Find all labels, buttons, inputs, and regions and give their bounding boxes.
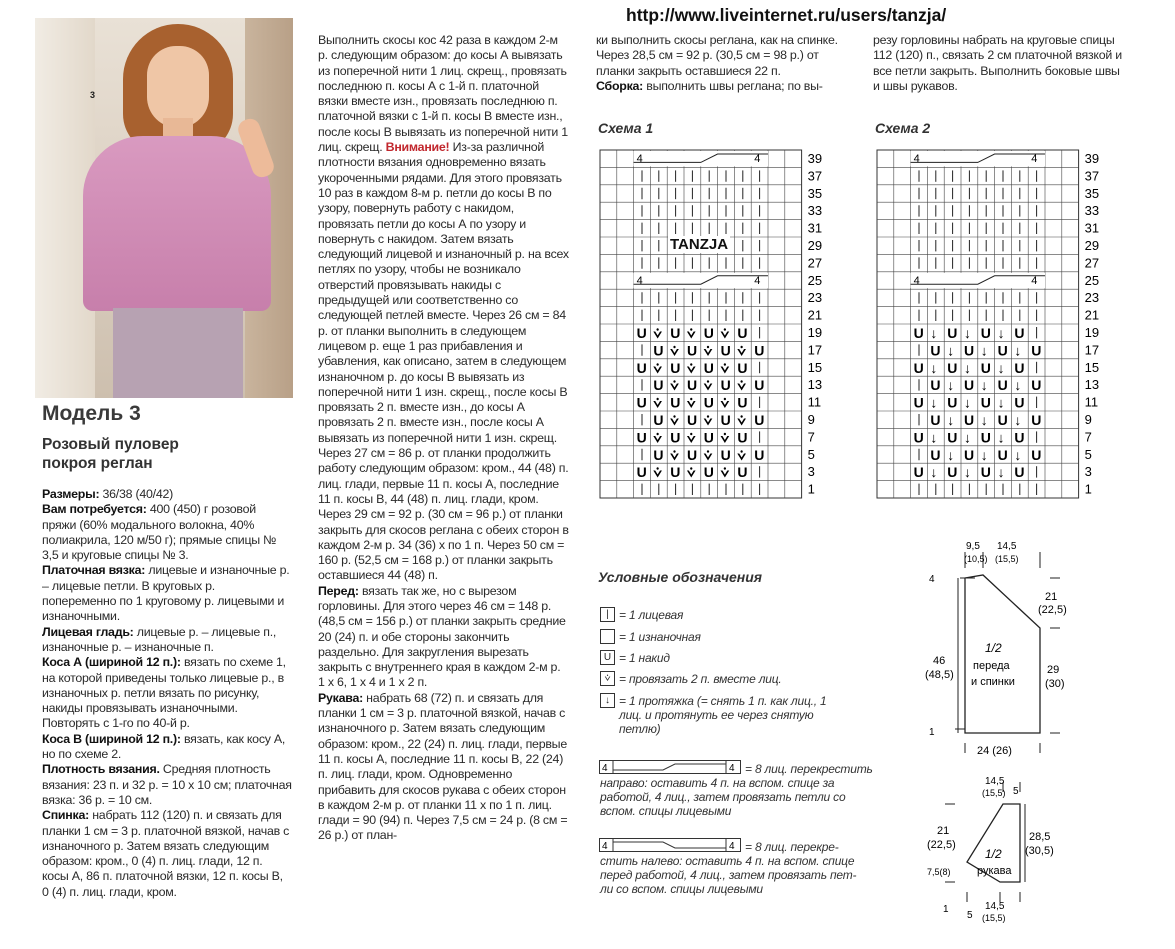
svg-text:U: U: [754, 377, 765, 394]
svg-text:U: U: [947, 394, 958, 411]
body-schematic: [925, 538, 1075, 763]
svg-text:⩒: ⩒: [720, 325, 730, 341]
svg-text:U: U: [980, 325, 991, 341]
svg-text:U: U: [720, 412, 731, 428]
column-1-text: Размеры: 36/38 (40/42) Вам потребуется: 400 (450) г розовой пряжи (60% модального волокна, 40% полиакрила, 120 м/50 г); прямые спицы № 3,5 и круговые спицы № 3. Платочная вязка: лицевые и изнаночные р. – лицевые петли. В круговых р. попеременно по 1 круговому р. лицевыми и изнаночными. Лицевая гладь: лицевые р. – лицевые п., изнаночные р. – изнаночные п. Коса А (шириной 12 п.): вязать по схеме 1, на которой приведены только лицевые р., в изнаночных р. петли вязать по рисунку, накиды провязывать изнаночными. Повторять с 1-го по 40-й р. Коса В (шириной 12 п.): вязать, как косу А, но по схеме 2. Плотность вязания. Средняя плотность вязания: 23 п. и 32 р. = 10 х 10 см; платочная вязка: 36 р. = 10 см. Спинка: набрать 112 (120) п. и связать для планки 1 см = 3 р. платочной вязкой, начав с изнаночного р. Затем вязать следующим образом: кром., 0 (4) п. лиц. глади, 12 п. косы А, 86 п. платочной вязки, 12 п. косы В, 0 (4) п. лиц. глади, кром.: [42, 487, 292, 899]
svg-text:(22,5): (22,5): [927, 839, 956, 851]
svg-text:4: 4: [913, 153, 920, 165]
yarn-over-symbol-icon: U: [600, 650, 615, 665]
svg-text:U: U: [636, 359, 647, 376]
svg-text:⩒: ⩒: [670, 377, 679, 394]
model-title: Модель 3: [42, 402, 141, 425]
legend-yarn-over: = 1 накид: [619, 651, 670, 665]
svg-text:↓: ↓: [930, 464, 938, 481]
svg-text:⩒: ⩒: [653, 464, 662, 481]
svg-text:U: U: [930, 342, 941, 359]
svg-text:U: U: [913, 359, 924, 376]
svg-text:U: U: [653, 377, 664, 394]
svg-text:⩒: ⩒: [737, 342, 746, 359]
svg-text:↓: ↓: [947, 377, 955, 394]
svg-text:(15,5): (15,5): [982, 788, 1006, 798]
svg-text:U: U: [980, 394, 991, 411]
svg-text:↓: ↓: [997, 429, 1005, 446]
legend-k2tog: = провязать 2 п. вместе лиц.: [619, 672, 782, 686]
svg-text:(48,5): (48,5): [925, 669, 954, 681]
svg-text:4: 4: [602, 841, 608, 852]
svg-text:U: U: [687, 342, 698, 359]
svg-text:U: U: [754, 446, 765, 463]
knit-symbol-icon: |: [600, 607, 615, 622]
svg-text:⩒: ⩒: [703, 446, 713, 463]
svg-text:33: 33: [1084, 203, 1100, 219]
svg-text:↓: ↓: [947, 342, 955, 359]
svg-text:U: U: [737, 359, 748, 376]
svg-text:4: 4: [754, 274, 761, 287]
svg-text:U: U: [720, 446, 731, 463]
svg-text:4: 4: [636, 153, 643, 165]
svg-text:U: U: [913, 394, 924, 411]
svg-text:↓: ↓: [947, 412, 955, 428]
svg-text:29: 29: [807, 238, 823, 253]
svg-text:↓: ↓: [930, 394, 938, 411]
svg-text:21: 21: [807, 307, 823, 323]
svg-text:21: 21: [937, 825, 950, 837]
svg-text:46: 46: [933, 655, 946, 667]
svg-text:↓: ↓: [947, 446, 955, 463]
svg-text:U: U: [1014, 429, 1025, 446]
svg-text:⩒: ⩒: [687, 325, 696, 341]
svg-text:U: U: [653, 412, 664, 428]
svg-text:↓: ↓: [964, 464, 971, 481]
svg-text:29: 29: [1084, 238, 1100, 253]
svg-text:14,5: 14,5: [985, 776, 1005, 787]
svg-text:17: 17: [807, 342, 823, 358]
legend-title: Условные обозначения: [598, 569, 763, 585]
svg-text:1: 1: [807, 481, 815, 497]
svg-text:U: U: [754, 342, 765, 359]
svg-text:U: U: [687, 412, 698, 428]
svg-text:U: U: [930, 377, 941, 394]
svg-text:U: U: [653, 342, 664, 359]
svg-text:⩒: ⩒: [670, 412, 679, 428]
svg-text:U: U: [720, 377, 731, 394]
svg-text:U: U: [997, 342, 1008, 359]
svg-text:⩒: ⩒: [670, 446, 679, 463]
svg-text:(15,5): (15,5): [995, 554, 1019, 564]
svg-text:5: 5: [1084, 446, 1092, 462]
svg-text:⩒: ⩒: [703, 342, 713, 359]
svg-text:U: U: [737, 464, 748, 481]
svg-text:33: 33: [807, 203, 823, 219]
svg-text:U: U: [720, 342, 731, 359]
svg-text:⩒: ⩒: [720, 429, 730, 446]
svg-text:U: U: [687, 446, 698, 463]
svg-text:4: 4: [729, 841, 735, 852]
svg-text:↓: ↓: [997, 359, 1005, 376]
svg-text:28,5: 28,5: [1029, 831, 1051, 843]
svg-text:U: U: [1014, 464, 1025, 481]
svg-text:⩒: ⩒: [737, 412, 746, 428]
svg-text:⩒: ⩒: [653, 429, 662, 446]
svg-text:31: 31: [1084, 220, 1100, 236]
svg-text:↓: ↓: [997, 464, 1005, 481]
svg-text:U: U: [703, 464, 714, 481]
svg-text:1: 1: [929, 727, 935, 738]
svg-text:⩒: ⩒: [670, 342, 679, 359]
svg-text:U: U: [997, 412, 1008, 428]
svg-text:7: 7: [1084, 429, 1092, 445]
svg-text:(10,5): (10,5): [964, 554, 988, 564]
svg-text:U: U: [636, 394, 647, 411]
svg-text:4: 4: [636, 274, 643, 287]
svg-text:U: U: [737, 325, 748, 341]
svg-text:↓: ↓: [930, 359, 938, 376]
svg-text:U: U: [980, 464, 991, 481]
column-2-text: Выполнить скосы кос 42 раза в каждом 2-м р. следующим образом: до косы А вывязать из поперечной нити 1 лиц. скрещ., провязать последнюю п. косы А с 1-й п. платочной вязки вместе изн., провязать последнюю п. платочной вязки с 1-й п. косы В вместе изн., после косы В вывязать из поперечной нити 1 лиц. скрещ. Внимание! Из-за различной плотности вязания одновременно вязать укороченными рядами. Для этого провязать 10 раз в каждом 8-м р. петли до косы В по узору, повернуть работу с накидом, провязать петли до косы А по узору и повернуть с накидом. Затем вязать следующий лицевой и изнаночный р. на всех петлях по узору, чтобы не возникало отверстий провязывать накиды с предыдущей или соответственно со следующей петлей вместе. Через 26 см = 84 р. от планки выполнить в следующем лицевом р. еще 1 раз прибавления и убавления, как описано, затем в следующем изнаночном р. до косы В вывязать из поперечной нити 1 изн. скрещ., после косы В провязать 2 п. вместе изн., до косы А провязать 2 п. вместе изн., после косы А вывязать из поперечной нити 1 изн. скрещ. Через 27 см = 86 р. от планки продолжить работу следующим образом: кром., 44 (48) п. лиц. глади, первые 11 п. косы А, последние 11 п. косы В, 44 (48) п. лиц. глади, кром. Через 29 см = 92 р. (30 см = 96 р.) от планки закрыть для скосов реглана с обеих сторон в каждом 2-м р. 34 (36) х по 1 п. Через 50 см = 160 р. (52,5 см = 168 р.) от планки закрыть оставшиеся 44 (48) п. Перед: вязать так же, но с вырезом горловины. Для этого через 46 см = 148 р. (48,5 см = 156 р.) от планки закрыть средние 20 (24) п. и обе стороны закончить раздельно. Для закругления вырезать закрыть с внутреннего края в каждом 2-м р. 1 х 6, 1 х 4 и 1 х 2 п. Рукава: набрать 68 (72) п. и связать для планки 1 см = 3 р. платочной вязкой, начав с изнаночного р. Затем вязать следующим образом: кром., 22 (24) п. лиц. глади, первые 11 п. косы А, последние 11 п. косы В, 22 (24) п. лиц. глади, кром. Одновременно прибавить для скосов рукава с обеих сторон в каждом 2-м р. от планки 11 х по 1 п. лиц. глади = 90 (94) п. Через 7,5 см = 24 р. (8 см = 26 р.) от план-: [318, 33, 569, 843]
svg-text:⩒: ⩒: [653, 325, 662, 341]
svg-text:23: 23: [807, 290, 823, 306]
svg-text:↓: ↓: [997, 325, 1005, 341]
svg-text:U: U: [1031, 412, 1042, 428]
svg-text:и спинки: и спинки: [971, 676, 1015, 688]
svg-text:24 (26): 24 (26): [977, 745, 1012, 757]
svg-text:3: 3: [1084, 464, 1092, 480]
svg-text:19: 19: [1084, 325, 1100, 340]
svg-text:13: 13: [807, 377, 823, 393]
svg-text:4: 4: [913, 274, 920, 287]
svg-text:⩒: ⩒: [687, 464, 696, 481]
svg-text:↓: ↓: [1014, 342, 1022, 359]
svg-text:U: U: [930, 412, 941, 428]
svg-text:U: U: [670, 394, 681, 411]
legend-cross-left: = 8 лиц. перекре- стить налево: оставить 4 п. на вспом. спице перед работой, 4 лиц., затем провязать пет- ли со вспом. спицы лицевыми: [600, 840, 857, 896]
svg-text:(15,5): (15,5): [982, 913, 1006, 923]
svg-text:↓: ↓: [1014, 412, 1022, 428]
svg-text:U: U: [930, 446, 941, 463]
svg-text:31: 31: [807, 220, 823, 236]
svg-text:U: U: [670, 429, 681, 446]
svg-text:↓: ↓: [930, 429, 938, 446]
svg-text:14,5: 14,5: [997, 541, 1017, 552]
svg-text:↓: ↓: [964, 359, 971, 376]
column-4-text: резу горловины набрать на круговые спицы 112 (120) п., связать 2 см платочной вязкой и все петли закрыть. Выполнить боковые швы и швы рукавов.: [873, 33, 1122, 93]
svg-text:U: U: [913, 464, 924, 481]
svg-text:5: 5: [1013, 786, 1019, 797]
scheme-1-grid: [598, 148, 838, 508]
svg-text:1/2: 1/2: [985, 847, 1002, 861]
svg-text:(30): (30): [1045, 678, 1065, 690]
svg-text:переда: переда: [973, 660, 1010, 672]
svg-text:↓: ↓: [1014, 446, 1022, 463]
svg-text:U: U: [754, 412, 765, 428]
scheme-1-title: Схема 1: [598, 120, 654, 136]
svg-text:U: U: [913, 429, 924, 446]
svg-text:U: U: [1014, 325, 1025, 341]
svg-text:U: U: [913, 325, 924, 341]
legend-knit: = 1 лицевая: [619, 608, 684, 622]
svg-text:4: 4: [1031, 274, 1038, 287]
svg-text:39: 39: [1084, 151, 1100, 166]
svg-text:U: U: [636, 325, 647, 341]
svg-text:U: U: [947, 429, 958, 446]
svg-text:29: 29: [1047, 664, 1060, 676]
svg-text:4: 4: [602, 763, 608, 774]
svg-text:27: 27: [1084, 255, 1100, 271]
svg-text:1: 1: [943, 904, 949, 915]
svg-text:4: 4: [729, 763, 735, 774]
svg-text:⩒: ⩒: [737, 446, 746, 463]
svg-text:19: 19: [807, 325, 823, 340]
svg-text:⩒: ⩒: [687, 429, 696, 446]
ssk-symbol-icon: ↓: [600, 693, 615, 708]
svg-text:рукава: рукава: [977, 865, 1012, 877]
svg-text:U: U: [1031, 446, 1042, 463]
svg-text:U: U: [636, 429, 647, 446]
svg-text:U: U: [636, 464, 647, 481]
svg-text:(30,5): (30,5): [1025, 845, 1054, 857]
svg-text:⩒: ⩒: [687, 359, 696, 376]
svg-text:5: 5: [807, 446, 815, 462]
svg-text:⩒: ⩒: [687, 394, 696, 411]
svg-text:37: 37: [1084, 168, 1100, 184]
svg-text:U: U: [964, 412, 975, 428]
svg-text:35: 35: [807, 185, 823, 201]
svg-text:4: 4: [754, 153, 761, 165]
watermark: TANZJA: [670, 236, 729, 253]
svg-text:U: U: [687, 377, 698, 394]
svg-text:↓: ↓: [964, 325, 971, 341]
svg-text:U: U: [670, 325, 681, 341]
svg-text:39: 39: [807, 151, 823, 166]
svg-text:U: U: [670, 464, 681, 481]
scheme-2-title: Схема 2: [875, 120, 931, 136]
svg-text:⩒: ⩒: [720, 464, 730, 481]
svg-text:U: U: [1014, 394, 1025, 411]
svg-text:25: 25: [1084, 272, 1100, 288]
purl-symbol-icon: [600, 629, 615, 644]
svg-text:U: U: [703, 325, 714, 341]
svg-text:U: U: [964, 342, 975, 359]
svg-text:27: 27: [807, 255, 823, 271]
svg-text:11: 11: [1084, 394, 1099, 410]
svg-text:U: U: [964, 446, 975, 463]
svg-text:21: 21: [1084, 307, 1100, 323]
svg-text:7: 7: [807, 429, 815, 445]
svg-text:↓: ↓: [997, 394, 1005, 411]
svg-text:9: 9: [1084, 412, 1092, 427]
svg-text:U: U: [703, 394, 714, 411]
svg-text:⩒: ⩒: [737, 377, 746, 394]
svg-text:3: 3: [807, 464, 815, 480]
svg-text:⩒: ⩒: [653, 394, 662, 411]
svg-text:↓: ↓: [964, 394, 971, 411]
svg-text:U: U: [980, 359, 991, 376]
svg-text:4: 4: [929, 574, 935, 585]
svg-text:⩒: ⩒: [653, 359, 662, 376]
svg-text:⩒: ⩒: [703, 377, 713, 394]
svg-text:5: 5: [967, 910, 973, 921]
svg-text:U: U: [997, 446, 1008, 463]
scheme-2-grid: [875, 148, 1115, 508]
svg-text:14,5: 14,5: [985, 901, 1005, 912]
svg-text:↓: ↓: [980, 446, 988, 463]
column-3-text: ки выполнить скосы реглана, как на спинке. Через 28,5 см = 92 р. (30,5 см = 98 р.) от планки закрыть оставшиеся 22 п. Сборка: выполнить швы реглана; по вы-: [596, 33, 838, 93]
svg-text:↓: ↓: [930, 325, 938, 341]
svg-text:U: U: [670, 359, 681, 376]
svg-text:↓: ↓: [964, 429, 971, 446]
svg-text:13: 13: [1084, 377, 1100, 393]
svg-text:7,5(8): 7,5(8): [927, 867, 951, 877]
svg-text:U: U: [737, 394, 748, 411]
svg-text:U: U: [1031, 377, 1042, 394]
svg-text:(22,5): (22,5): [1038, 604, 1067, 616]
svg-text:⩒: ⩒: [720, 359, 730, 376]
svg-text:U: U: [737, 429, 748, 446]
legend-ssk: = 1 протяжка (= снять 1 п. как лиц., 1 лиц. и протянуть ее через снятую петлю): [619, 694, 827, 736]
svg-text:1/2: 1/2: [985, 641, 1002, 655]
source-url: http://www.liveinternet.ru/users/tanzja/: [626, 5, 947, 25]
legend-cross-right: = 8 лиц. перекрестить направо: оставить 4 п. на вспом. спице за работой, 4 лиц., затем провязать петли со вспом. спицы лицевыми: [600, 762, 873, 818]
legend-purl: = 1 изнаночная: [619, 630, 701, 644]
svg-text:U: U: [703, 359, 714, 376]
svg-text:↓: ↓: [980, 412, 988, 428]
svg-text:17: 17: [1084, 342, 1100, 358]
k2tog-symbol-icon: ⩒: [600, 671, 615, 686]
svg-text:U: U: [1014, 359, 1025, 376]
svg-text:21: 21: [1045, 591, 1058, 603]
svg-text:15: 15: [1084, 359, 1100, 375]
svg-text:35: 35: [1084, 185, 1100, 201]
svg-text:U: U: [703, 429, 714, 446]
svg-text:9: 9: [807, 412, 815, 427]
svg-text:25: 25: [807, 272, 823, 288]
sleeve-schematic: [925, 772, 1075, 932]
svg-text:U: U: [964, 377, 975, 394]
svg-text:11: 11: [807, 394, 822, 410]
svg-text:U: U: [653, 446, 664, 463]
svg-text:4: 4: [1031, 153, 1038, 165]
svg-text:U: U: [997, 377, 1008, 394]
svg-text:↓: ↓: [1014, 377, 1022, 394]
model-subtitle: Розовый пуловер покроя реглан: [42, 436, 179, 472]
svg-text:⩒: ⩒: [720, 394, 730, 411]
svg-text:U: U: [947, 325, 958, 341]
model-photo: [35, 18, 293, 398]
photo-number: 3: [90, 90, 96, 100]
svg-text:15: 15: [807, 359, 823, 375]
svg-text:U: U: [947, 464, 958, 481]
svg-text:↓: ↓: [980, 377, 988, 394]
svg-text:U: U: [947, 359, 958, 376]
svg-text:⩒: ⩒: [703, 412, 713, 428]
svg-text:9,5: 9,5: [966, 541, 980, 552]
svg-text:U: U: [1031, 342, 1042, 359]
svg-text:1: 1: [1084, 481, 1092, 497]
svg-text:↓: ↓: [980, 342, 988, 359]
svg-text:U: U: [980, 429, 991, 446]
svg-text:37: 37: [807, 168, 823, 184]
svg-text:23: 23: [1084, 290, 1100, 306]
